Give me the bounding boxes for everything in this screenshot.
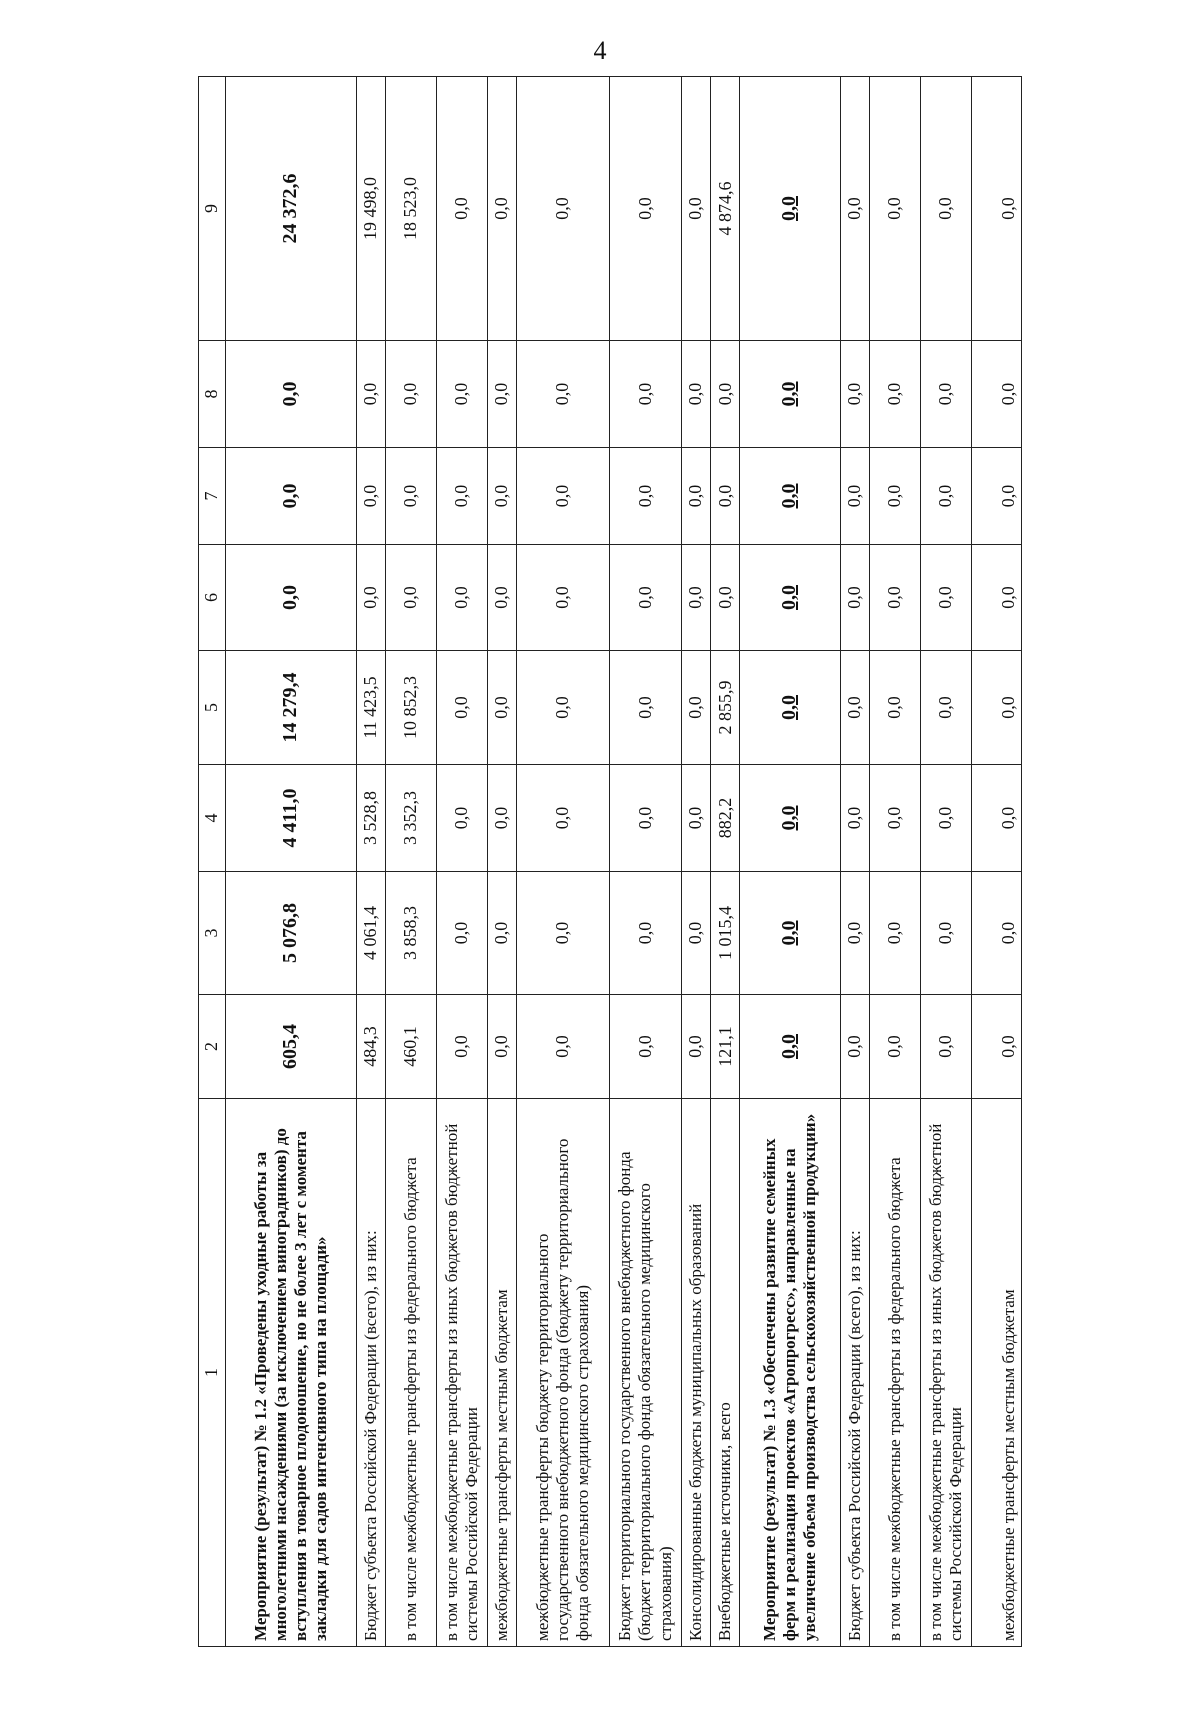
cell-value-text: 0,0 (884, 197, 905, 220)
cell-value (972, 77, 1022, 341)
cell-value-text: 0,0 (400, 484, 421, 508)
cell-value (972, 651, 1022, 765)
cell-value (740, 77, 841, 341)
cell-value (487, 545, 516, 651)
cell-value-text: 2 855,9 (714, 680, 735, 735)
cell-value (682, 341, 711, 448)
cell-value (841, 995, 870, 1099)
cell-value (921, 651, 972, 765)
cell-value (740, 448, 841, 545)
cell-value-text: 0,0 (884, 921, 905, 945)
table-row (226, 77, 357, 1647)
rotated-table-wrapper (198, 77, 1022, 1647)
cell-value (609, 765, 681, 872)
cell-value (226, 651, 357, 765)
cell-value (972, 448, 1022, 545)
cell-value (921, 341, 972, 448)
cell-value-text: 0,0 (360, 586, 381, 609)
table-row (436, 77, 487, 1647)
cell-value (436, 545, 487, 651)
cell-value-text: 0,0 (491, 197, 512, 220)
row-label: в том числе межбюджетные трансферты из иных бюджетов бюджетной системы Российской Федерации (436, 1099, 487, 1647)
cell-value (487, 765, 516, 872)
cell-value (711, 872, 740, 995)
table-row (711, 77, 740, 1647)
cell-value-text: 0,0 (884, 806, 905, 830)
table-row (487, 77, 516, 1647)
cell-value-text: 0,0 (634, 484, 655, 508)
cell-value-text: 0,0 (884, 484, 905, 508)
cell-value (516, 448, 609, 545)
cell-value-text: 0,0 (552, 1035, 573, 1058)
cell-value-text: 0,0 (685, 1035, 706, 1058)
cell-value-text: 0,0 (778, 585, 801, 610)
cell-value (436, 77, 487, 341)
cell-value (609, 341, 681, 448)
cell-value-text: 0,0 (634, 921, 655, 945)
cell-value-text: 0,0 (279, 483, 302, 509)
cell-value-text: 14 279,4 (279, 672, 302, 743)
cell-value (870, 448, 921, 545)
cell-value-text: 0,0 (778, 1034, 801, 1059)
table-row (516, 77, 609, 1647)
cell-value-text: 0,0 (935, 586, 956, 609)
cell-value (487, 872, 516, 995)
cell-value (609, 545, 681, 651)
cell-value (711, 448, 740, 545)
cell-value (356, 341, 385, 448)
table-row (385, 77, 436, 1647)
cell-value (870, 545, 921, 651)
cell-value (870, 651, 921, 765)
cell-value (711, 995, 740, 1099)
column-header: 1 (199, 1099, 226, 1647)
cell-value (921, 545, 972, 651)
cell-value (609, 651, 681, 765)
cell-value (841, 341, 870, 448)
cell-value-text: 0,0 (634, 197, 655, 220)
cell-value-text: 0,0 (685, 586, 706, 609)
row-label: Мероприятие (результат) № 1.2 «Проведены уходные работы за многолетними насаждениями (за исключением виноградников) до вступления в товарное плодоношение, но не более 3 лет с момента закладки для садов интенсивного типа на площади» (226, 1099, 357, 1647)
row-label: в том числе межбюджетные трансферты из федерального бюджета (385, 1099, 436, 1647)
cell-value-text: 0,0 (935, 696, 956, 719)
cell-value (356, 651, 385, 765)
cell-value-text: 0,0 (935, 484, 956, 508)
cell-value (711, 651, 740, 765)
cell-value (436, 341, 487, 448)
cell-value (356, 995, 385, 1099)
row-label: межбюджетные трансферты местным бюджетам (972, 1099, 1022, 1647)
cell-value (356, 872, 385, 995)
cell-value (740, 341, 841, 448)
cell-value-text: 0,0 (400, 586, 421, 609)
cell-value-text: 0,0 (552, 586, 573, 609)
cell-value-text: 0,0 (844, 484, 865, 508)
cell-value (682, 77, 711, 341)
cell-value-text: 0,0 (997, 696, 1018, 719)
table-row (972, 77, 1022, 1647)
cell-value (972, 765, 1022, 872)
cell-value-text: 0,0 (685, 484, 706, 508)
cell-value-text: 0,0 (491, 806, 512, 830)
cell-value (682, 545, 711, 651)
cell-value (740, 545, 841, 651)
cell-value (841, 545, 870, 651)
cell-value (226, 872, 357, 995)
cell-value-text: 0,0 (685, 921, 706, 945)
cell-value (682, 995, 711, 1099)
cell-value-text: 0,0 (844, 806, 865, 830)
table-row (841, 77, 870, 1647)
cell-value-text: 0,0 (552, 921, 573, 945)
cell-value-text: 0,0 (884, 696, 905, 719)
cell-value (516, 995, 609, 1099)
cell-value-text: 1 015,4 (714, 906, 735, 960)
cell-value (516, 341, 609, 448)
cell-value-text: 0,0 (997, 586, 1018, 609)
cell-value-text: 0,0 (997, 484, 1018, 508)
cell-value-text: 0,0 (935, 197, 956, 220)
cell-value (356, 77, 385, 341)
table-row (356, 77, 385, 1647)
cell-value (385, 545, 436, 651)
page-number: 4 (593, 36, 607, 65)
cell-value (841, 765, 870, 872)
table-row (740, 77, 841, 1647)
cell-value-text: 0,0 (997, 382, 1018, 406)
cell-value-text: 882,2 (714, 797, 735, 839)
cell-value (516, 872, 609, 995)
cell-value (972, 545, 1022, 651)
cell-value (870, 765, 921, 872)
cell-value-text: 0,0 (844, 1035, 865, 1058)
cell-value (921, 77, 972, 341)
cell-value (516, 77, 609, 341)
cell-value-text: 460,1 (400, 1026, 421, 1067)
column-header: 8 (199, 341, 226, 448)
cell-value (740, 995, 841, 1099)
row-label: Бюджет территориального государственного внебюджетного фонда (бюджет территориального фонда обязательного медицинского страхования) (609, 1099, 681, 1647)
cell-value (740, 651, 841, 765)
cell-value-text: 0,0 (844, 197, 865, 220)
row-label: в том числе межбюджетные трансферты из федерального бюджета (870, 1099, 921, 1647)
cell-value (226, 448, 357, 545)
cell-value-text: 0,0 (778, 805, 801, 831)
cell-value-text: 0,0 (552, 382, 573, 406)
cell-value-text: 11 423,5 (360, 676, 381, 739)
cell-value (385, 651, 436, 765)
cell-value-text: 0,0 (360, 484, 381, 508)
cell-value (385, 995, 436, 1099)
cell-value (609, 448, 681, 545)
cell-value-text: 121,1 (714, 1026, 735, 1067)
column-header: 7 (199, 448, 226, 545)
cell-value (356, 765, 385, 872)
table-row (609, 77, 681, 1647)
cell-value-text: 0,0 (552, 696, 573, 719)
cell-value-text: 3 528,8 (360, 791, 381, 845)
cell-value-text: 0,0 (884, 382, 905, 406)
cell-value-text: 0,0 (997, 921, 1018, 945)
row-label: Внебюджетные источники, всего (711, 1099, 740, 1647)
row-label: Мероприятие (результат) № 1.3 «Обеспечены развитие семейных ферм и реализация проектов «Агропрогресс», направленные на увеличение объема производства сельскохозяйственной продукции» (740, 1099, 841, 1647)
cell-value (226, 77, 357, 341)
cell-value (711, 545, 740, 651)
cell-value (487, 77, 516, 341)
cell-value-text: 0,0 (997, 197, 1018, 220)
cell-value-text: 0,0 (778, 196, 801, 221)
cell-value-text: 0,0 (685, 197, 706, 220)
row-label: в том числе межбюджетные трансферты из иных бюджетов бюджетной системы Российской Федерации (921, 1099, 972, 1647)
cell-value-text: 0,0 (451, 197, 472, 220)
column-header: 4 (199, 765, 226, 872)
cell-value (870, 995, 921, 1099)
cell-value-text: 4 411,0 (279, 788, 302, 848)
cell-value-text: 0,0 (400, 382, 421, 406)
cell-value (711, 341, 740, 448)
row-label: межбюджетные трансферты местным бюджетам (487, 1099, 516, 1647)
cell-value (356, 545, 385, 651)
row-label: Бюджет субъекта Российской Федерации (всего), из них: (356, 1099, 385, 1647)
column-header: 3 (199, 872, 226, 995)
cell-value-text: 18 523,0 (400, 177, 421, 240)
cell-value-text: 0,0 (279, 381, 302, 407)
cell-value-text: 0,0 (714, 586, 735, 609)
cell-value-text: 0,0 (844, 921, 865, 945)
cell-value-text: 0,0 (552, 197, 573, 220)
cell-value (921, 765, 972, 872)
cell-value (356, 448, 385, 545)
cell-value (972, 341, 1022, 448)
cell-value-text: 0,0 (491, 1035, 512, 1058)
cell-value (385, 448, 436, 545)
cell-value (436, 765, 487, 872)
cell-value (385, 341, 436, 448)
row-label: межбюджетные трансферты бюджету территориального государственного внебюджетного фонда (бюджету территориального фонда обязательного медицинского страхования) (516, 1099, 609, 1647)
cell-value-text: 0,0 (451, 382, 472, 406)
cell-value-text: 0,0 (778, 920, 801, 946)
cell-value (436, 872, 487, 995)
cell-value-text: 0,0 (451, 1035, 472, 1058)
cell-value (226, 765, 357, 872)
column-header: 5 (199, 651, 226, 765)
cell-value-text: 0,0 (685, 696, 706, 719)
cell-value (487, 448, 516, 545)
cell-value-text: 5 076,8 (279, 903, 302, 963)
budget-table (198, 76, 1022, 1647)
cell-value (841, 872, 870, 995)
cell-value (740, 765, 841, 872)
cell-value (841, 651, 870, 765)
cell-value-text: 0,0 (685, 806, 706, 830)
cell-value (682, 448, 711, 545)
cell-value-text: 24 372,6 (279, 173, 302, 244)
cell-value-text: 4 061,4 (360, 906, 381, 960)
cell-value-text: 19 498,0 (360, 177, 381, 240)
cell-value-text: 0,0 (714, 382, 735, 406)
cell-value (682, 872, 711, 995)
cell-value-text: 0,0 (935, 806, 956, 830)
cell-value (870, 77, 921, 341)
table-row (921, 77, 972, 1647)
cell-value-text: 0,0 (451, 921, 472, 945)
cell-value (682, 765, 711, 872)
cell-value-text: 0,0 (997, 806, 1018, 830)
column-header: 9 (199, 77, 226, 341)
cell-value (609, 77, 681, 341)
cell-value-text: 0,0 (451, 806, 472, 830)
cell-value-text: 0,0 (778, 381, 801, 407)
cell-value-text: 0,0 (451, 484, 472, 508)
cell-value (226, 545, 357, 651)
cell-value-text: 0,0 (451, 696, 472, 719)
cell-value (841, 77, 870, 341)
cell-value (436, 651, 487, 765)
cell-value-text: 0,0 (634, 806, 655, 830)
cell-value-text: 0,0 (935, 921, 956, 945)
cell-value (921, 448, 972, 545)
cell-value (711, 77, 740, 341)
cell-value (385, 765, 436, 872)
cell-value-text: 0,0 (778, 483, 801, 509)
cell-value-text: 0,0 (634, 1035, 655, 1058)
cell-value-text: 0,0 (778, 695, 801, 720)
cell-value-text: 0,0 (491, 382, 512, 406)
cell-value-text: 0,0 (714, 484, 735, 508)
cell-value-text: 0,0 (844, 586, 865, 609)
cell-value-text: 0,0 (634, 696, 655, 719)
column-header: 6 (199, 545, 226, 651)
cell-value (516, 545, 609, 651)
table-row (870, 77, 921, 1647)
cell-value (385, 77, 436, 341)
cell-value-text: 0,0 (935, 1035, 956, 1058)
cell-value-text: 0,0 (685, 382, 706, 406)
cell-value-text: 4 874,6 (714, 181, 735, 236)
cell-value-text: 0,0 (844, 382, 865, 406)
cell-value-text: 0,0 (491, 921, 512, 945)
cell-value (870, 341, 921, 448)
cell-value-text: 10 852,3 (400, 676, 421, 739)
cell-value (226, 341, 357, 448)
cell-value-text: 605,4 (279, 1024, 302, 1069)
cell-value-text: 0,0 (884, 586, 905, 609)
cell-value-text: 0,0 (491, 696, 512, 719)
cell-value (487, 995, 516, 1099)
cell-value-text: 0,0 (634, 382, 655, 406)
cell-value-text: 0,0 (634, 586, 655, 609)
table-row (682, 77, 711, 1647)
cell-value-text: 0,0 (935, 382, 956, 406)
cell-value-text: 0,0 (451, 586, 472, 609)
row-label: Консолидированные бюджеты муниципальных образований (682, 1099, 711, 1647)
cell-value-text: 0,0 (279, 585, 302, 610)
header-row (199, 77, 226, 1647)
cell-value-text: 0,0 (552, 806, 573, 830)
cell-value-text: 0,0 (491, 484, 512, 508)
cell-value (921, 995, 972, 1099)
cell-value (609, 872, 681, 995)
cell-value (682, 651, 711, 765)
cell-value (436, 448, 487, 545)
cell-value (609, 995, 681, 1099)
cell-value-text: 0,0 (360, 382, 381, 406)
cell-value (921, 872, 972, 995)
cell-value (385, 872, 436, 995)
cell-value (711, 765, 740, 872)
cell-value-text: 0,0 (997, 1035, 1018, 1058)
cell-value (436, 995, 487, 1099)
cell-value-text: 0,0 (884, 1035, 905, 1058)
cell-value-text: 484,3 (360, 1026, 381, 1067)
cell-value (870, 872, 921, 995)
cell-value-text: 0,0 (552, 484, 573, 508)
cell-value-text: 0,0 (844, 696, 865, 719)
cell-value-text: 0,0 (491, 586, 512, 609)
row-label: Бюджет субъекта Российской Федерации (всего), из них: (841, 1099, 870, 1647)
cell-value (740, 872, 841, 995)
cell-value (487, 341, 516, 448)
cell-value (226, 995, 357, 1099)
cell-value (972, 995, 1022, 1099)
cell-value-text: 3 352,3 (400, 791, 421, 845)
cell-value (516, 765, 609, 872)
cell-value (972, 872, 1022, 995)
cell-value (841, 448, 870, 545)
column-header: 2 (199, 995, 226, 1099)
cell-value-text: 3 858,3 (400, 906, 421, 960)
cell-value (487, 651, 516, 765)
cell-value (516, 651, 609, 765)
